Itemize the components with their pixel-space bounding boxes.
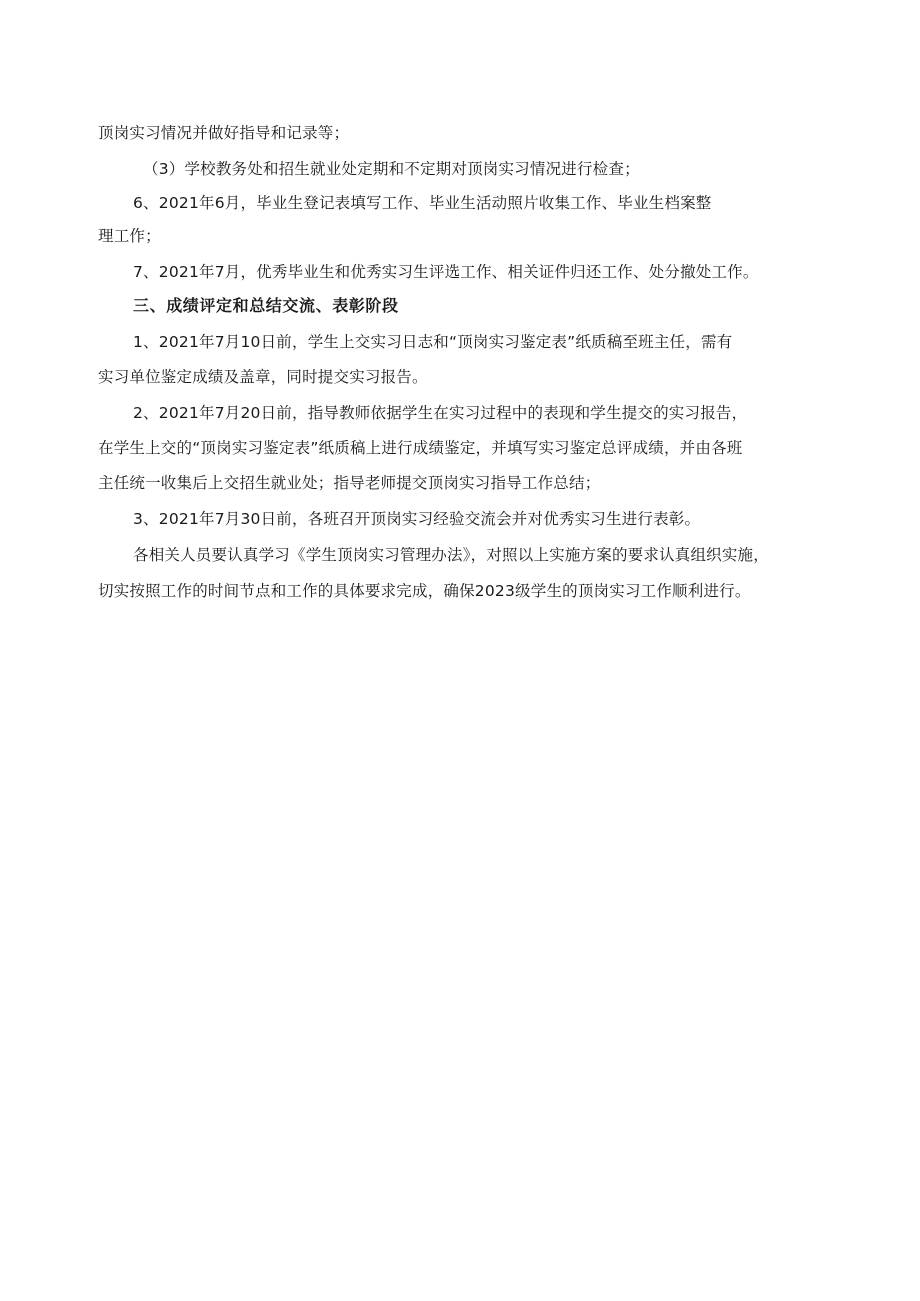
- text-line-item-6-continuation: 理工作；: [98, 227, 161, 245]
- text-line-item-2-assessment: 2、2021年7月20日前，指导教师依据学生在实习过程中的表现和学生提交的实习报告，: [133, 404, 748, 422]
- text-line-closing-continuation: 切实按照工作的时间节点和工作的具体要求完成，确保2023级学生的顶岗实习工作顺利进行。: [98, 582, 751, 600]
- text-line-item-2-continuation-a: 在学生上交的“顶岗实习鉴定表”纸质稿上进行成绩鉴定，并填写实习鉴定总评成绩，并由各班: [98, 439, 743, 457]
- text-line-item-6-registration: 6、2021年6月，毕业生登记表填写工作、毕业生活动照片收集工作、毕业生档案整: [133, 194, 712, 212]
- text-line-closing-paragraph: 各相关人员要认真学习《学生顶岗实习管理办法》，对照以上实施方案的要求认真组织实施，: [133, 546, 769, 564]
- text-line-item-3-inspection: （3）学校教务处和招生就业处定期和不定期对顶岗实习情况进行检查；: [143, 160, 640, 178]
- text-line-item-1-continuation: 实习单位鉴定成绩及盖章，同时提交实习报告。: [98, 368, 428, 386]
- section-heading-three: 三、成绩评定和总结交流、表彰阶段: [133, 296, 399, 315]
- text-line-item-3-exchange-meeting: 3、2021年7月30日前，各班召开顶岗实习经验交流会并对优秀实习生进行表彰。: [133, 510, 701, 528]
- text-line-item-7-evaluation: 7、2021年7月，优秀毕业生和优秀实习生评选工作、相关证件归还工作、处分撤处工作。: [133, 263, 759, 281]
- text-line-item-2-continuation-b: 主任统一收集后上交招生就业处；指导老师提交顶岗实习指导工作总结；: [98, 474, 601, 492]
- text-line-item-1-submission: 1、2021年7月10日前，学生上交实习日志和“顶岗实习鉴定表”纸质稿至班主任，需有: [133, 333, 733, 351]
- text-line-continuation-internship: 顶岗实习情况并做好指导和记录等；: [98, 124, 350, 142]
